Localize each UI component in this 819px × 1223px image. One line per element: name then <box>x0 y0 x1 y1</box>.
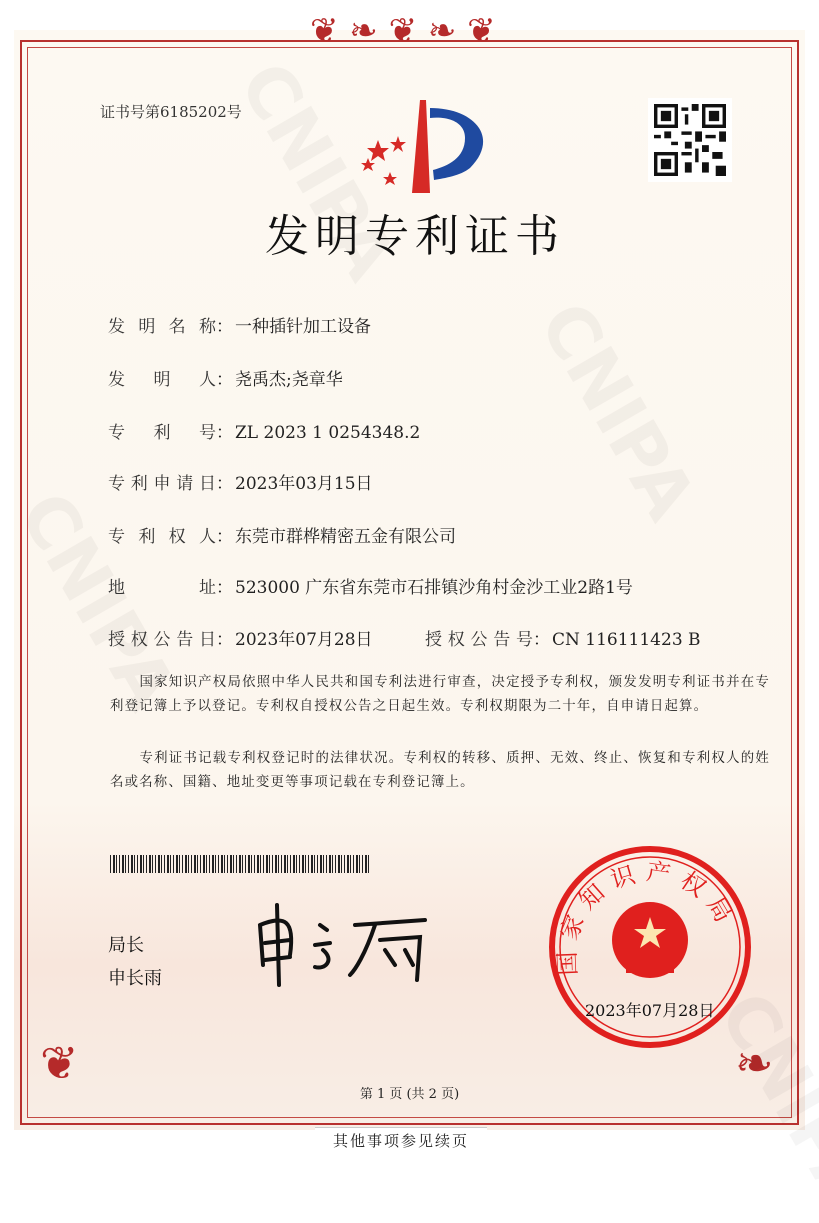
field-label: 授权公告号 <box>425 630 533 650</box>
field-application-date: 专利申请日 ： 2023年03月15日 <box>108 469 373 494</box>
field-value: 2023年07月28日 <box>235 630 373 650</box>
field-value: 东莞市群桦精密五金有限公司 <box>235 527 456 547</box>
top-ornament-icon: ❦ ❧ ❦ ❧ ❦ <box>310 11 496 51</box>
field-value: CN 116111423 B <box>552 630 701 650</box>
field-value: 2023年03月15日 <box>235 474 373 494</box>
field-invention-name: 发明名称 ： 一种插针加工设备 <box>108 312 371 337</box>
paragraph-grant-statement: 国家知识产权局依照中华人民共和国专利法进行审查，决定授予专利权，颁发发明专利证书并在专利登记簿上予以登记。专利权自授权公告之日起生效。专利权期限为二十年，自申请日起算。 <box>110 675 770 714</box>
field-label: 专利权人 <box>108 527 216 547</box>
barcode <box>110 855 370 873</box>
director-signature-icon <box>245 895 445 990</box>
field-label: 地址 <box>108 578 216 598</box>
director-title: 局长 <box>108 935 144 956</box>
corner-ornament-icon: ❧ <box>735 1036 774 1090</box>
page-indicator: 第 1 页 (共 2 页) <box>359 1087 460 1102</box>
field-grant-date: 授权公告日 ： 2023年07月28日 <box>108 625 373 650</box>
field-value: 尧禹杰;尧章华 <box>235 370 343 390</box>
paragraph-legal-status: 专利证书记载专利权登记时的法律状况。专利权的转移、质押、无效、终止、恢复和专利权人的姓名或名称、国籍、地址变更等事项记载在专利登记簿上。 <box>110 751 770 790</box>
director-name: 申长雨 <box>108 968 162 989</box>
field-patent-number: 专利号 ： ZL 2023 1 0254348.2 <box>108 418 420 443</box>
field-label: 发明名称 <box>108 317 216 337</box>
svg-text:国家知识产权局: 国家知识产权局 <box>552 857 743 977</box>
seal-date: 2023年07月28日 <box>585 1001 715 1020</box>
continued-note: 其他事项参见续页 <box>315 1127 487 1153</box>
field-inventor: 发明人 ： 尧禹杰;尧章华 <box>108 365 343 390</box>
field-address: 地址 ： 523000 广东省东莞市石排镇沙角村金沙工业2路1号 <box>108 573 633 598</box>
cnipa-logo-icon <box>360 98 490 198</box>
field-patentee: 专利权人 ： 东莞市群桦精密五金有限公司 <box>108 522 456 547</box>
field-label: 发明人 <box>108 370 216 390</box>
field-value: 523000 广东省东莞市石排镇沙角村金沙工业2路1号 <box>235 578 633 598</box>
certificate-number: 证书号第6185202号 <box>100 103 242 121</box>
field-value: ZL 2023 1 0254348.2 <box>235 423 421 443</box>
qr-code-icon <box>648 98 732 182</box>
certificate-title: 发明专利证书 <box>265 211 565 262</box>
field-value: 一种插针加工设备 <box>235 317 371 337</box>
corner-ornament-icon: ❦ <box>40 1036 79 1090</box>
field-label: 专利号 <box>108 423 216 443</box>
field-label: 授权公告日 <box>108 630 216 650</box>
field-label: 专利申请日 <box>108 474 216 494</box>
field-grant-pub-number: 授权公告号 ： CN 116111423 B <box>425 625 701 650</box>
